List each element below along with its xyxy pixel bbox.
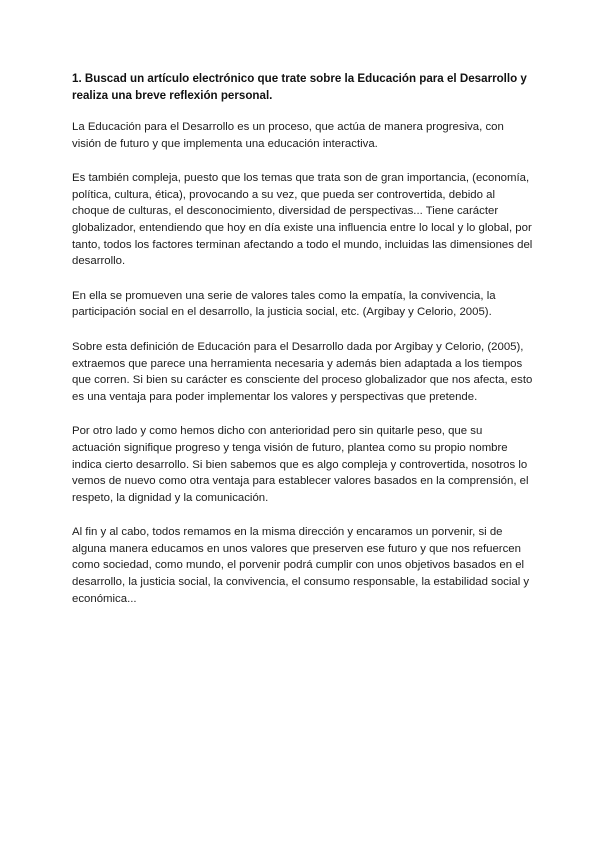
question-heading: 1. Buscad un artículo electrónico que trate sobre la Educación para el Desarrollo y realiza una breve reflexión personal. xyxy=(72,72,527,102)
paragraph-complexity: Es también compleja, puesto que los temas que trata son de gran importancia, (economía, política, cultura, ética), provocando a su vez, que pueda ser controvertida, debido al choque de culturas, el desconocimiento, diversidad de perspectivas... Tiene carácter globalizador, entendiendo que hoy en día existe una influencia entre lo local y lo global, por tanto, todos los factores terminan afectando a todo el mundo, incluidas las dimensiones del desarrollo. xyxy=(72,172,533,268)
paragraph-intro: La Educación para el Desarrollo es un proceso, que actúa de manera progresiva, con visión de futuro y que implementa una educación interactiva. xyxy=(72,121,504,150)
paragraph-progress: Por otro lado y como hemos dicho con anterioridad pero sin quitarle peso, que su actuación signifique progreso y tenga visión de futuro, plantea como su propio nombre indica cierto desarrollo. Si bien sabemos que es algo compleja y controvertida, nosotros lo vemos de nuevo como otra ventaja para establecer valores basados en la comprensión, el respeto, la dignidad y la comunicación. xyxy=(72,425,529,504)
paragraph-conclusion: Al fin y al cabo, todos remamos en la misma dirección y encaramos un porvenir, si de alguna manera educamos en unos valores que preserven ese futuro y que nos refuercen como sociedad, como mundo, el porvenir podrá cumplir con unos objetivos basados en el desarrollo, la justicia social, la convivencia, el consumo responsable, la estabilidad social y económica... xyxy=(72,526,530,605)
paragraph-definition: Sobre esta definición de Educación para el Desarrollo dada por Argibay y Celorio, (2005), extraemos que parece una herramienta necesaria y además bien adaptada a los tiempos que corren. Si bien su carácter es consciente del proceso globalizador que nos afecta, esto es una ventaja para poder implementar los valores y perspectivas que pretende. xyxy=(72,340,533,403)
document-body xyxy=(72,70,534,625)
paragraph-values: En ella se promueven una serie de valores tales como la empatía, la convivencia, la participación social en el desarrollo, la justicia social, etc. (Argibay y Celorio, 2005). xyxy=(72,289,496,319)
